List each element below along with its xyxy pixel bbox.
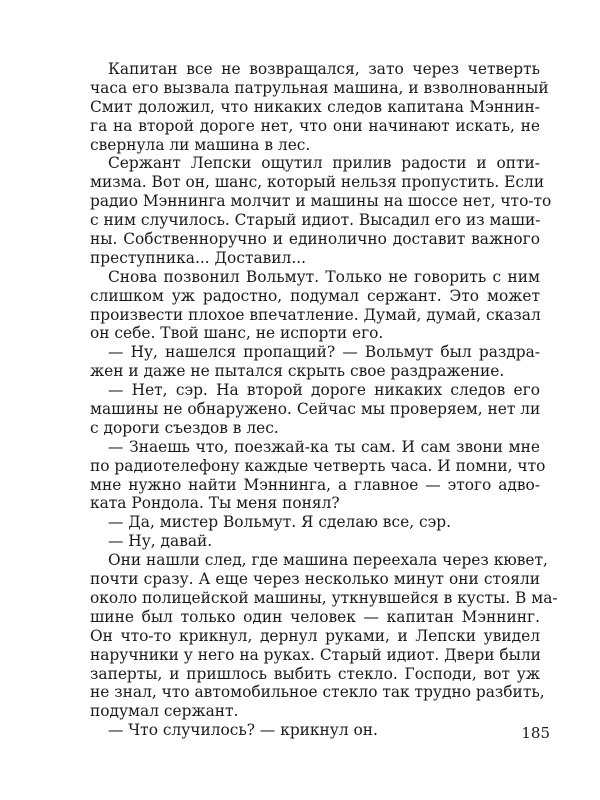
paragraph xyxy=(90,381,540,438)
text-line: не знал, что автомобильное стекло так трудно разбить, xyxy=(90,683,545,702)
text-line: заперты, и пришлось выбить стекло. Господи, вот уж xyxy=(90,664,540,683)
text-line: почти сразу. А еще через несколько минут они стояли xyxy=(90,570,540,589)
paragraph xyxy=(90,268,540,344)
paragraph xyxy=(90,154,552,267)
text-line: наручники у него на руках. Старый идиот. Двери были xyxy=(90,645,541,664)
text-line: — Что случилось? — крикнул он. xyxy=(108,721,378,740)
text-line: ны. Собственноручно и единолично доставит важного xyxy=(90,230,540,249)
text-line: Они нашли след, где машина переехала через кювет, xyxy=(108,551,548,570)
text-line: слишком уж радостно, подумал сержант. Это может xyxy=(90,286,540,305)
text-line: га на второй дороге нет, что они начинают искать, не xyxy=(90,116,540,135)
paragraph xyxy=(90,437,546,514)
text-line: Он что-то крикнул, дернул руками, и Лепски увидел xyxy=(90,626,540,645)
text-line: жен и даже не пытался скрыть свое раздражение. xyxy=(90,362,505,381)
text-line: он себе. Твой шанс, не испорти его. xyxy=(90,324,384,343)
text-line: по радиотелефону каждые четверть часа. И помни, что xyxy=(90,456,546,475)
paragraph xyxy=(90,60,549,154)
text-line: — Ну, давай. xyxy=(108,532,213,551)
paragraph xyxy=(90,513,540,532)
body-text xyxy=(90,60,558,740)
text-line: подумал сержант. xyxy=(90,702,239,721)
paragraph xyxy=(90,532,540,551)
text-line: ката Рондола. Ты меня понял? xyxy=(90,494,340,513)
paragraph xyxy=(90,343,540,381)
text-line: — Знаешь что, поезжай-ка ты сам. И сам звони мне xyxy=(108,437,540,456)
text-line: радио Мэннинга молчит и машины на шоссе нет, что-то xyxy=(90,192,552,211)
page-number: 185 xyxy=(521,724,550,742)
paragraph xyxy=(90,551,558,721)
text-line: мизма. Вот он, шанс, который нельзя пропустить. Если xyxy=(90,173,545,192)
text-line: часа его вызвала патрульная машина, и взволнованный xyxy=(90,78,549,97)
text-line: Сержант Лепски ощутил прилив радости и опти- xyxy=(108,154,540,173)
text-line: машины не обнаружено. Сейчас мы проверяем, нет ли xyxy=(90,400,541,419)
text-line: Смит доложил, что никаких следов капитана Мэннин- xyxy=(90,97,540,116)
text-line: шине был только один человек — капитан Мэннинг. xyxy=(90,607,540,626)
text-line: свернула ли машина в лес. xyxy=(90,135,311,154)
paragraph xyxy=(90,721,540,740)
text-line: около полицейской машины, уткнувшейся в кусты. В ма- xyxy=(90,588,558,607)
text-line: — Да, мистер Вольмут. Я сделаю все, сэр. xyxy=(108,513,451,532)
text-line: преступника... Доставил... xyxy=(90,248,307,267)
text-line: Снова позвонил Вольмут. Только не говорить с ним xyxy=(108,267,540,286)
text-line: мне нужно найти Мэннинга, а главное — этого адво- xyxy=(90,475,540,494)
text-line: — Ну, нашелся пропащий? — Вольмут был раздра- xyxy=(108,343,540,362)
text-line: произвести плохое впечатление. Думай, думай, сказал xyxy=(90,305,541,324)
text-line: Капитан все не возвращался, зато через четверть xyxy=(108,60,540,78)
text-line: — Нет, сэр. На второй дороге никаких следов его xyxy=(108,381,540,400)
text-line: с дороги съездов в лес. xyxy=(90,418,279,437)
text-line: с ним случилось. Старый идиот. Высадил его из маши- xyxy=(90,211,541,230)
